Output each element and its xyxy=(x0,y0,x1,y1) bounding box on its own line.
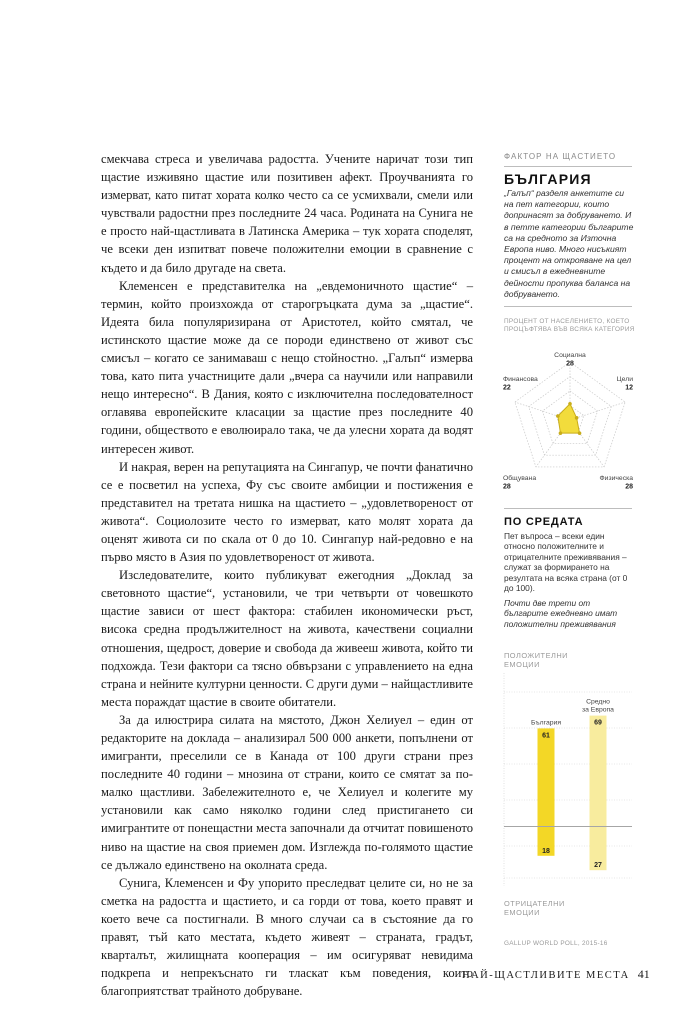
paragraph: Клеменсен е представителка на „евдемоничното щастие“ – термин, който произхожда от старогръцката дума за „щастие“. Идеята била популяризирана от Аристотел, който смятал, че истинското щастие може да се породи единствено от живот със смисъл – когато се занимаваш с нещо стойностно. „Галъп“ измерва това, като пита участниците дали „вчера са научили или направили нещо интересно“. В Дания, която с изключителна последователност оглавява европейските класации за щастие през последните 40 години, обществото е еволюирало така, че да улесни хората да водят интересен живот. xyxy=(101,278,473,456)
category-label xyxy=(582,699,614,714)
bar-positive xyxy=(538,728,555,826)
page-footer xyxy=(462,967,650,982)
series-label-positive xyxy=(504,651,568,669)
category-label xyxy=(531,719,561,726)
radar-axis-label: Цели xyxy=(616,376,633,383)
radar-axis-label: Социална xyxy=(554,352,586,359)
divider xyxy=(504,306,632,307)
running-title: НАЙ-ЩАСТЛИВИТЕ МЕСТА xyxy=(462,970,630,981)
paragraph: Сунига, Клеменсен и Фу упорито преследват целите си, но не за сметка на радостта и щастието, и са горди от това, което правят и което вече са постигнали. В много случаи са в състояние да го правят, тъй като местата, където живеят – страната, градът, кварталът, жилищната кооперация – им осигуряват невидима подкрепа и непрекъснато ги тласкат към поведения, които благоприятстват трайното добруване. xyxy=(101,875,473,999)
page-number: 41 xyxy=(637,967,650,981)
radar-value-label: 12 xyxy=(625,384,633,392)
radar-caption: ПРОЦЕНТ ОТ НАСЕЛЕНИЕТО, КОЕТО ПРОЦЪФТЯВА ВЪВ ВСЯКА КАТЕГОРИЯ xyxy=(504,318,635,334)
chart-source: GALLUP WORLD POLL, 2015-16 xyxy=(504,940,608,947)
series-label-line: ПОЛОЖИТЕЛНИ xyxy=(504,651,568,660)
paragraph: И накрая, верен на репутацията на Сингапур, че почти фанатично се е посветил на успеха, Фу със своите амбиции и постижения е представител на третата нишка на щастието – „удовлетвореност от живота“. Социолозите често го измерват, като молят хората да оценят живота си по скала от 0 до 10. Сингапур най-редовно е на първо място в Азия по удовлетвореност от живота. xyxy=(101,459,473,565)
radar-data-point xyxy=(559,431,563,435)
average-section-title: ПО СРЕДАТА xyxy=(504,516,584,528)
category-label-line: България xyxy=(530,719,562,727)
average-section-note: Почти две трети от българите ежедневно имат положителни преживявания xyxy=(504,598,618,629)
radar-data-point xyxy=(578,431,582,435)
radar-value-label: 28 xyxy=(503,483,511,491)
series-label-line: ЕМОЦИИ xyxy=(504,908,540,917)
radar-axis-label: Физическа xyxy=(599,475,633,482)
average-section-body: Пет въпроса – всеки един относно положителните и отрицателните преживявания – служат за формирането на резултата на всяка страна (от 0 до 100). xyxy=(504,531,628,594)
divider xyxy=(504,166,632,167)
radar-chart xyxy=(500,340,640,500)
radar-axis-label: Финансова xyxy=(503,376,538,383)
paragraph: Изследователите, които публикуват ежегодния „Доклад за световното щастие“, установили, че три четвърти от човешкото щастие зависи от шест фактора: стабилен икономически ръст, висока средна продължителност на живота, качествени социални отношения, щедрост, доверие и свобода да живееш живота, който ти подхожда. Тези фактори са тясно обвързани с управлението на една страна и нейните културни ценности. С други думи – найщастливите места пораждат щастие в своите обитатели. xyxy=(101,568,473,709)
radar-value-label: 22 xyxy=(503,384,511,392)
series-label-line: ОТРИЦАТЕЛНИ xyxy=(504,899,565,908)
radar-chart-svg xyxy=(500,340,640,500)
radar-value-label: 28 xyxy=(625,483,633,491)
sidebar-body: „Галъп“ разделя анкетите си на пет категории, които допринасят за добруването. И в петте категории българите са на средното за Източна Европа ниво. Много нисъкият процент на открояване на цел и смисъл в ежедневните дейности пропуква баланса на добруването. xyxy=(504,188,634,299)
radar-data-point xyxy=(556,414,560,418)
paragraph: смекчава стреса и увеличава радостта. Учените наричат този тип щастие изживяно щастие или позитивен афект. Проучванията го измерват, като питат хората колко често са се усмихвали, смели или чувствали радостни през последните 24 часа. Родината на Сунига не е просто най-щастливата в Латинска Америка – тук хората споделят, че всеки ден изпитват повече положителни емоции в сравнение с където и да било другаде на света. xyxy=(101,152,473,275)
bar-value-label: 61 xyxy=(542,732,550,740)
main-text xyxy=(101,150,473,1000)
radar-data-point xyxy=(575,416,579,420)
bar-value-label: 69 xyxy=(594,719,602,727)
bar-positive xyxy=(590,716,607,826)
category-label-line: за Европа xyxy=(582,706,614,714)
bar-chart-svg xyxy=(500,648,640,933)
series-label-negative xyxy=(504,899,565,917)
sidebar-title: БЪЛГАРИЯ xyxy=(504,171,592,187)
sidebar-kicker: ФАКТОР НА ЩАСТИЕТО xyxy=(504,152,617,161)
bar-value-label: 27 xyxy=(594,862,602,870)
bar-value-label: 18 xyxy=(542,847,550,855)
category-label-line: Средно xyxy=(586,698,610,706)
radar-value-label: 28 xyxy=(566,360,574,368)
divider xyxy=(504,508,632,509)
emotions-bar-chart xyxy=(500,648,640,933)
series-label-line: ЕМОЦИИ xyxy=(504,660,540,669)
paragraph: За да илюстрира силата на мястото, Джон Хелиуел – един от редакторите на доклада – анализирал 500 000 анкети, попълнени от имигранти, преселили се в Канада от 100 други страни през последните 40 години – мнозина от страни, които се смятат за по-малко щастливи. Забележителното е, че Хелиуел и колегите му установили как само няколко години след пристигането си имигрантите от понещастни места започнали да отчитат повишеното ниво на щастие на своя приемен дом. Изглежда по-голямото щастие се дължало единствено на околната среда. xyxy=(101,712,473,872)
radar-data-point xyxy=(568,402,572,406)
radar-axis-label: Общувана xyxy=(503,475,537,482)
